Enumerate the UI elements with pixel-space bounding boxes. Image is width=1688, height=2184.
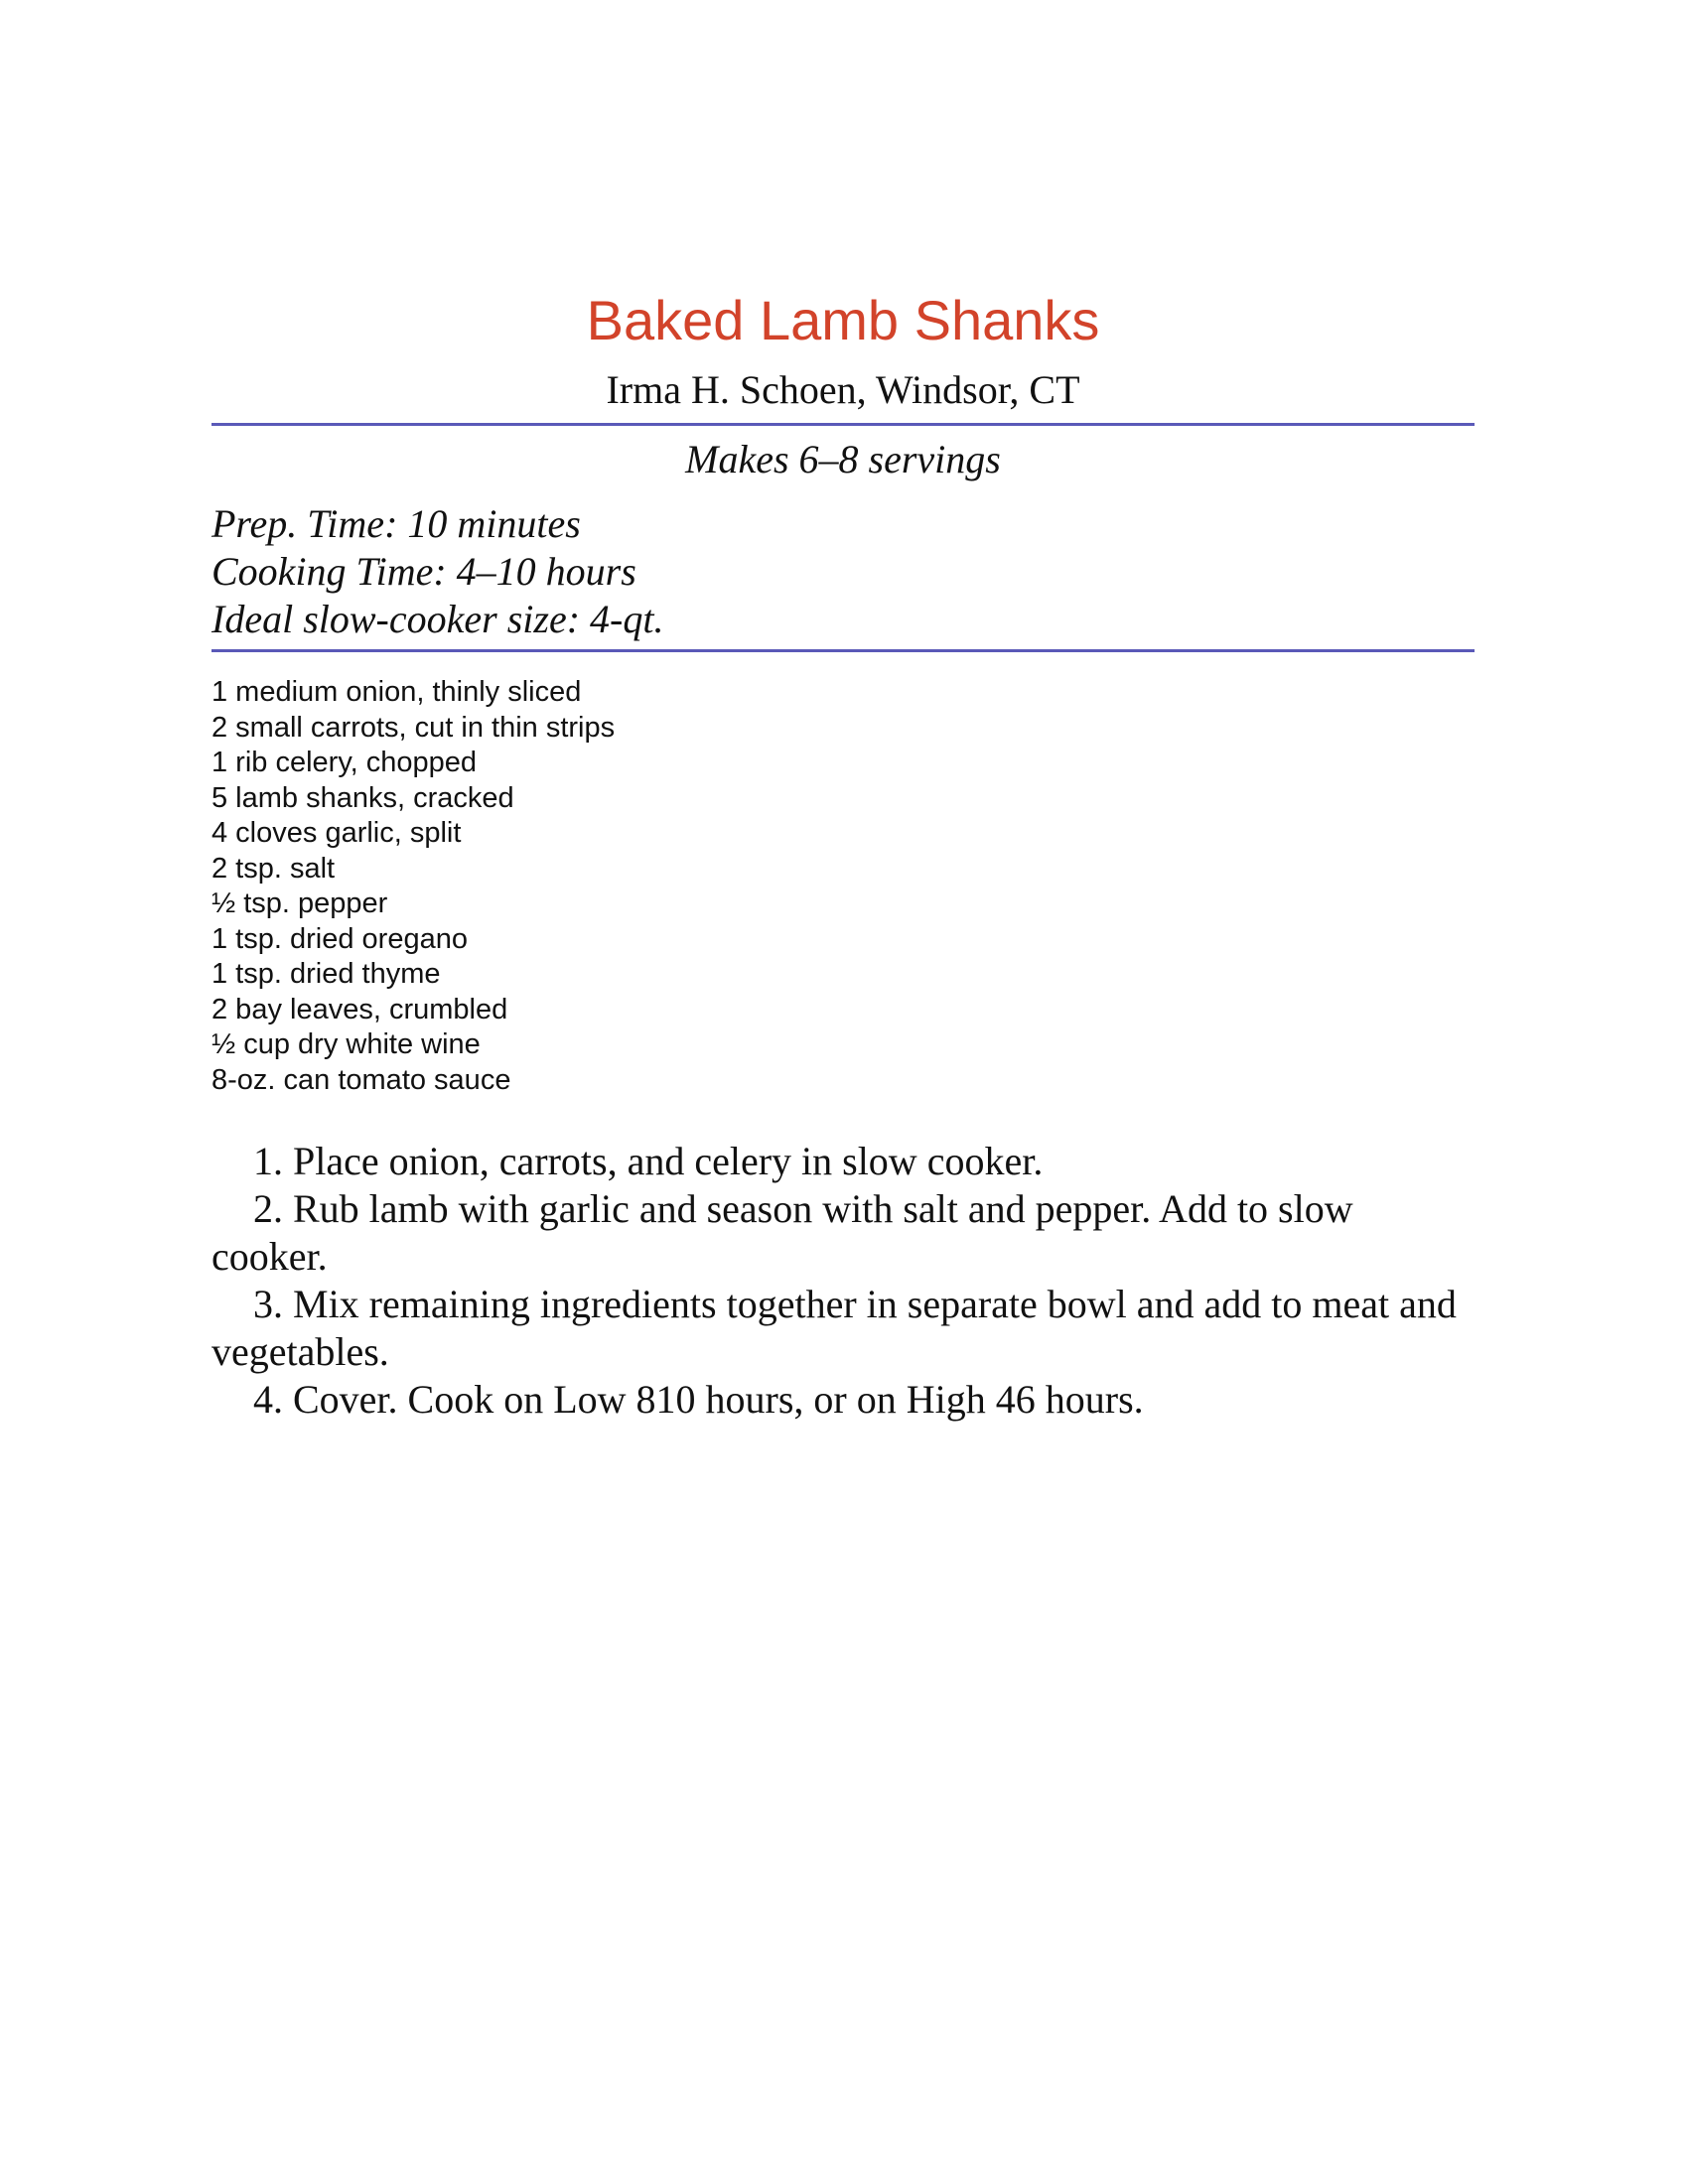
instruction-step: 4. Cover. Cook on Low 810 hours, or on High 46 hours.: [253, 1377, 1144, 1422]
ingredient-item: ½ tsp. pepper: [211, 887, 388, 919]
instruction-step: 3. Mix remaining ingredients together in separate bowl and add to meat and vegetables.: [211, 1282, 1457, 1374]
ingredient-item: 1 rib celery, chopped: [211, 747, 478, 778]
ingredient-item: 4 cloves garlic, split: [211, 817, 462, 849]
ingredient-item: 1 tsp. dried thyme: [211, 958, 441, 990]
ingredient-item: 8-oz. can tomato sauce: [211, 1063, 511, 1096]
instruction-step: 2. Rub lamb with garlic and season with salt and pepper. Add to slow cooker.: [211, 1186, 1353, 1279]
recipe-meta: [211, 500, 663, 643]
top-divider: [211, 423, 1475, 426]
prep-time: Prep. Time: 10 minutes: [211, 501, 581, 546]
ingredient-item: ½ cup dry white wine: [211, 1028, 481, 1060]
ingredient-item: 2 small carrots, cut in thin strips: [211, 711, 616, 744]
ingredient-item: 2 bay leaves, crumbled: [211, 993, 508, 1025]
ingredient-item: 1 tsp. dried oregano: [211, 922, 468, 955]
ingredient-list: [211, 675, 615, 1098]
ingredient-item: 2 tsp. salt: [211, 852, 336, 885]
ingredient-item: 5 lamb shanks, cracked: [211, 781, 514, 814]
instruction-step: 1. Place onion, carrots, and celery in slow cooker.: [253, 1139, 1044, 1183]
instruction-list: [211, 1138, 1475, 1424]
recipe-author: Irma H. Schoen, Windsor, CT: [606, 367, 1080, 412]
slow-cooker-size: Ideal slow-cooker size: 4-qt.: [211, 597, 664, 641]
recipe-title: Baked Lamb Shanks: [586, 289, 1100, 351]
cooking-time: Cooking Time: 4–10 hours: [211, 549, 636, 594]
ingredient-item: 1 medium onion, thinly sliced: [211, 676, 582, 708]
bottom-divider: [211, 649, 1475, 652]
recipe-servings: Makes 6–8 servings: [685, 437, 1001, 481]
